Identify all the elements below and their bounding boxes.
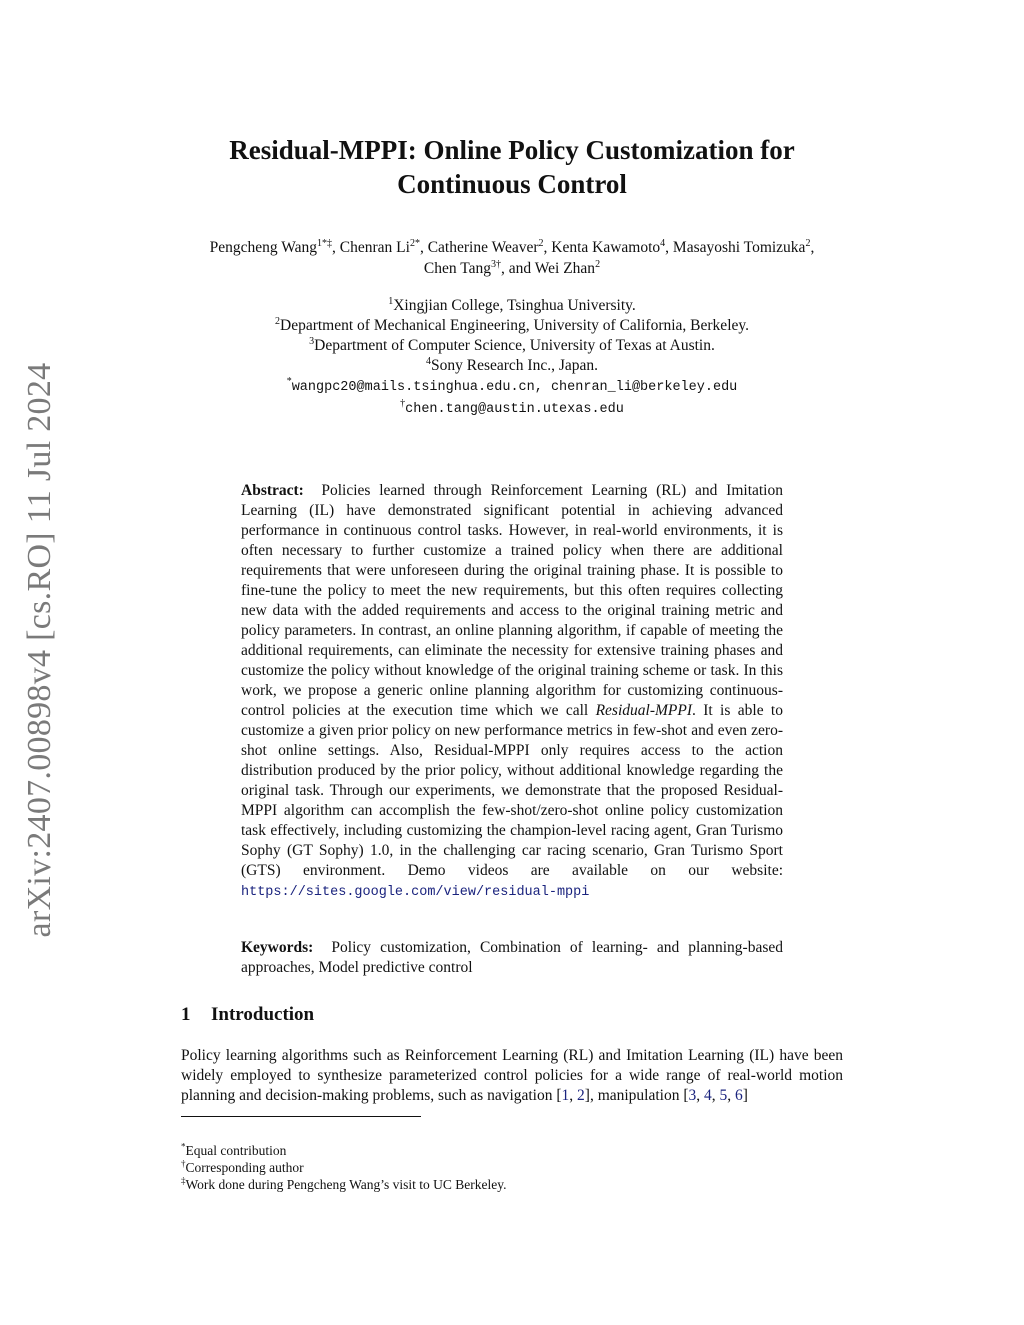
author-line-2: [0, 258, 1024, 279]
affiliation-1: [0, 296, 1024, 316]
email-mark: †: [400, 397, 406, 409]
author-separator: ,: [543, 239, 552, 256]
affiliations: [0, 296, 1024, 420]
abstract-text-2: . It is able to customize a given prior policy on new performance metrics in few-shot and even zero-shot online settings. Also, Residual-MPPI only requires access to the action distribution produced by the prior policy, without additional knowledge regarding the original task. Through our experiments, we demonstrate that the proposed Residual-MPPI algorithm can accomplish the few-shot/zero-shot online policy customization task effectively, including customizing the champion-level racing agent, Gran Turismo Sophy (GT Sophy) 1.0, in the challenging car racing scenario, Gran Turismo Sport (GTS) environment. Demo videos are available on our website:: [241, 702, 783, 879]
footnote-mark: *: [181, 1141, 186, 1152]
affiliation-text: Department of Mechanical Engineering, University of California, Berkeley.: [280, 317, 749, 334]
author-separator: ,: [332, 239, 340, 256]
email-line-1: [0, 376, 1024, 398]
author-name: Catherine Weaver: [427, 239, 539, 256]
citation-link[interactable]: 6: [735, 1087, 743, 1104]
footnotes: [181, 1142, 507, 1193]
footnote-mark: ‡: [181, 1175, 186, 1186]
author-affiliation-mark: 2*: [409, 237, 420, 249]
affiliation-mark: 3: [309, 335, 315, 347]
affiliation-text: Department of Computer Science, University of Texas at Austin.: [314, 337, 715, 354]
author-affiliation-mark: 1*‡: [317, 237, 333, 249]
affiliation-3: [0, 336, 1024, 356]
author-line-1: Pengcheng Wang$^{1*\ddagger}$, Chenran $Li^{2*}$, Catherine Weaver$^2$, Kenta Kawamoto$^4$, Masayoshi Tomizuka$^2$,: [209, 237, 815, 256]
keywords-label: Keywords:: [241, 939, 314, 956]
paper-title-line-1: Residual-MPPI: Online Policy Customization for: [229, 135, 795, 165]
section-number: 1: [181, 1004, 191, 1025]
author-name: Masayoshi Tomizuka: [672, 239, 806, 256]
author-name: Chen Tang: [423, 260, 492, 277]
author-list: [0, 237, 1024, 279]
footnote-equal-contribution: [181, 1142, 507, 1159]
author-affiliation-mark: 2: [538, 237, 544, 249]
footnote-visit: [181, 1176, 507, 1193]
arxiv-identifier-text: arXiv:2407.00898v4 [cs.RO] 11 Jul 2024: [21, 362, 58, 938]
citation-separator: ,: [569, 1087, 578, 1104]
abstract-text-1: Policies learned through Reinforcement Learning (RL) and Imitation Learning (IL) have demonstrated significant potential in achieving advanced performance in continuous control tasks. However, in real-world environments, it is often necessary to further customize a trained policy when there are additional requirements that were unforeseen during the original training phase. It is possible to fine-tune the policy to meet the new requirements, but this often requires collecting new data with the added requirements and access to the original training metric and policy parameters. In contrast, an online planning algorithm, if capable of meeting the additional requirements, can eliminate the necessity for extensive training phases and customize the policy without knowledge of the original training scheme or task. In this work, we propose a generic online planning algorithm for customizing continuous-control policies at the execution time which we call: [241, 482, 783, 719]
citation-link[interactable]: 2: [577, 1087, 585, 1104]
citation-link[interactable]: 5: [719, 1087, 728, 1104]
affiliation-mark: 4: [425, 355, 431, 367]
affiliation-mark: 2: [275, 315, 280, 327]
author-separator: ,: [419, 239, 428, 256]
author-name: Pengcheng Wang: [209, 239, 318, 256]
abstract: [241, 481, 783, 903]
affiliation-text: Xingjian College, Tsinghua University.: [393, 297, 636, 314]
intro-text: Policy learning algorithms such as Reinforcement Learning (RL) and Imitation Learning (IL) have been widely employed to synthesize parameterized control policies for a wide range of real-world motion planning and decision-making problems, such as navigation [: [181, 1047, 843, 1104]
footnote-mark: †: [181, 1158, 186, 1169]
author-affiliation-mark: 4: [660, 237, 666, 249]
author-name: Chenran Li: [339, 239, 410, 256]
keywords: [241, 938, 783, 978]
abstract-label: Abstract:: [241, 482, 304, 499]
footnote-corresponding-author: [181, 1159, 507, 1176]
author-affiliation-mark: 2: [595, 258, 601, 270]
affiliation-2: [0, 316, 1024, 336]
paper-title: [0, 133, 1024, 201]
footnote-text: Work done during Pengcheng Wang’s visit to UC Berkeley.: [185, 1177, 507, 1192]
citation-link[interactable]: 1: [561, 1087, 570, 1104]
author-separator: ,: [665, 239, 673, 256]
affiliation-mark: 1: [388, 295, 394, 307]
intro-text-end: ]: [742, 1087, 748, 1104]
keywords-text: Policy customization, Combination of learning- and planning-based approaches, Model predictive control: [241, 939, 783, 976]
email-addresses: wangpc20@mails.tsinghua.edu.cn, chenran_li@berkeley.edu: [291, 380, 738, 395]
citation-link[interactable]: 3: [688, 1087, 697, 1104]
section-title: Introduction: [211, 1004, 315, 1025]
citation-separator: ,: [711, 1087, 720, 1104]
abstract-method-name: Residual-MPPI: [595, 702, 692, 719]
email-mark: *: [286, 375, 292, 387]
email-address: chen.tang@austin.utexas.edu: [405, 402, 624, 417]
author-name: Wei Zhan: [534, 260, 596, 277]
footnote-divider: [181, 1116, 421, 1117]
author-name: Kenta Kawamoto: [551, 239, 661, 256]
paper-title-line-2: Continuous Control: [397, 169, 627, 199]
author-affiliation-mark: 3†: [491, 258, 502, 270]
website-link[interactable]: https://sites.google.com/view/residual-mppi: [241, 885, 590, 900]
citation-separator: ,: [727, 1087, 736, 1104]
introduction-paragraph: [181, 1046, 843, 1106]
footnote-text: Equal contribution: [185, 1143, 287, 1158]
citation-separator: ,: [696, 1087, 705, 1104]
footnote-text: Corresponding author: [185, 1160, 304, 1175]
email-line-2: [0, 398, 1024, 420]
intro-text-mid: ], manipulation [: [584, 1087, 689, 1104]
affiliation-4: [0, 356, 1024, 376]
section-heading-introduction: [181, 1004, 314, 1026]
affiliation-text: Sony Research Inc., Japan.: [430, 357, 598, 374]
author-separator: , and: [501, 260, 535, 277]
citation-link[interactable]: 4: [704, 1087, 712, 1104]
author-affiliation-mark: 2: [805, 237, 811, 249]
